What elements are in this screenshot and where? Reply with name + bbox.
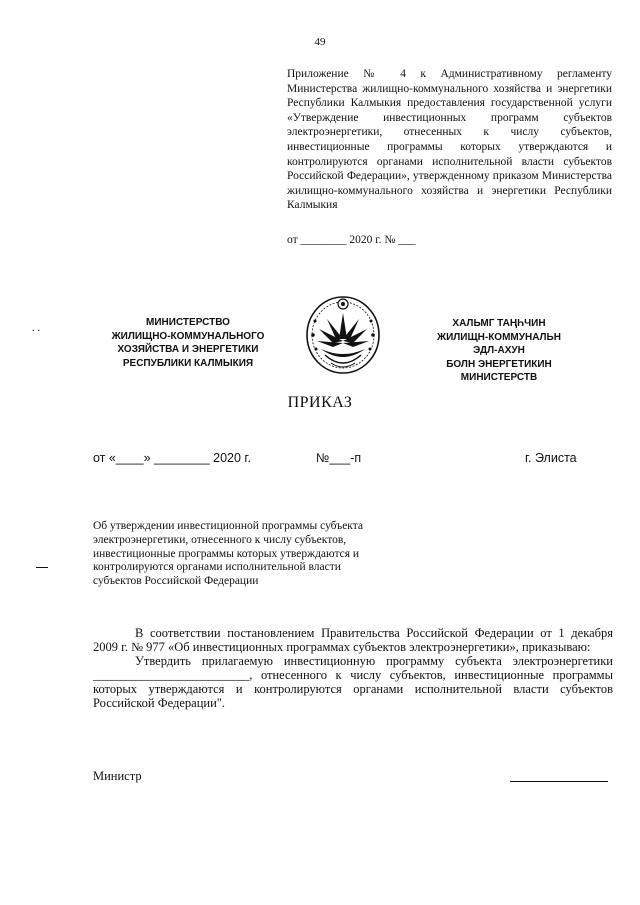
- order-subject: Об утверждении инвестиционной программы субъекта электроэнергетики, отнесенного к числу субъектов, инвестиционные программы которых утверждаются и контролируются органами исполнительной власти субъектов Российской Федерации: [93, 520, 364, 588]
- appendix-note: Приложение № 4 к Административному регламенту Министерства жилищно-коммунального хозяйства и энергетики Республики Калмыкия предоставления государственной услуги «Утверждение инвестиционных программ субъектов электроэнергетики, отнесенных к числу субъектов, инвестиционные программы которых утверждаются и контролируются органами исполнительной власти субъектов Российской Федерации», утвержденному приказом Министерства жилищно-коммунального хозяйства и энергетики Республики Калмыкия: [287, 68, 612, 212]
- ministry-kalm-line: БОЛН ЭНЕРГЕТИКИН: [446, 358, 552, 370]
- emblem-graphic: [303, 291, 383, 375]
- body-paragraph-1: В соответствии постановлением Правительства Российской Федерации от 1 декабря 2009 г. № 977 «Об инвестиционных программах субъектов электроэнергетики», приказываю:: [93, 626, 613, 654]
- order-date: от «____» ________ 2020 г.: [93, 451, 251, 465]
- document-title: ПРИКАЗ: [287, 394, 353, 411]
- republic-of-kalmykia-emblem-icon: [303, 291, 383, 375]
- order-city: г. Элиста: [525, 451, 577, 465]
- ministry-ru-line: ЖИЛИЩНО-КОММУНАЛЬНОГО: [111, 330, 265, 342]
- ministry-ru-line: МИНИСТЕРСТВО: [146, 317, 230, 328]
- appendix-date-line: от ________ 2020 г. № ___: [287, 234, 416, 246]
- page-number: 49: [314, 36, 326, 48]
- order-body: [93, 626, 613, 710]
- ministry-ru-line: ХОЗЯЙСТВА И ЭНЕРГЕТИКИ: [117, 344, 259, 355]
- ministry-kalm-line: ХАЛЬМГ ТАҢҺЧИН: [452, 318, 546, 329]
- ministry-ru-line: РЕСПУБЛИКИ КАЛМЫКИЯ: [122, 357, 254, 369]
- signature-line: [510, 781, 608, 782]
- body-paragraph-2: Утвердить прилагаемую инвестиционную программу субъекта электроэнергетики _________________________, отнесенного к числу субъектов, инвестиционные программы которых утверждаются и контролируются органами исполнительной власти субъектов Российской Федерации".: [93, 654, 613, 710]
- ministry-kalm-line: ЭДЛ-АХУН: [473, 345, 525, 356]
- ministry-kalm-line: ЖИЛИЩН-КОММУНАЛЬН: [437, 331, 561, 343]
- signer-title: Министр: [93, 769, 142, 783]
- margin-specks: . .: [32, 322, 41, 334]
- order-number: №___-п: [316, 451, 362, 465]
- ministry-name-kalmyk: [415, 317, 583, 385]
- ministry-name-russian: [92, 316, 284, 370]
- margin-dash: [36, 567, 48, 568]
- ministry-kalm-line: МИНИСТЕРСТВ: [460, 372, 538, 383]
